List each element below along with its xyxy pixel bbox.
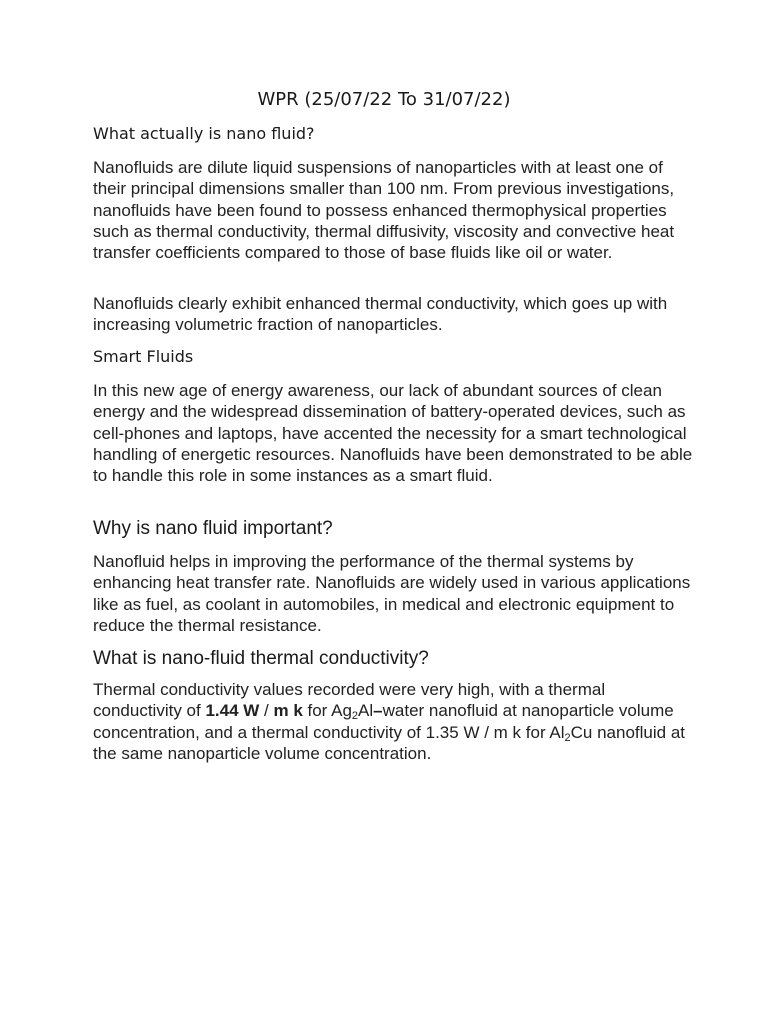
subscript: 2 [351, 710, 359, 723]
section-heading: What is nano-fluid thermal conductivity? [93, 648, 429, 669]
section-heading: Why is nano fluid important? [93, 518, 333, 539]
section-conductivity-note [93, 293, 693, 336]
dash: – [373, 701, 383, 721]
paragraph: Nanofluids clearly exhibit enhanced thermal conductivity, which goes up with increasing volumetric fraction of nanoparticles. [93, 294, 668, 335]
paragraph: In this new age of energy awareness, our lack of abundant sources of clean energy and the widespread dissemination of battery-operated devices, such as cell-phones and laptops, have accented the necessity for a smart technological handling of energetic resources. Nanofluids have been demonstrated to be able to handle this role in some instances as a smart fluid. [93, 381, 693, 486]
section-why-important-body [93, 551, 693, 636]
paragraph [93, 679, 693, 764]
text-run: Thermal conductivity values recorded were very high, with a thermal conductivity of [93, 680, 606, 721]
text-run: for Ag [302, 701, 352, 721]
section-thermal-conductivity [93, 647, 693, 671]
text-run: water nanofluid at nanoparticle volume concentration, and a thermal conductivity of 1.35 W / m k for Al [93, 701, 674, 742]
conductivity-unit: m k [273, 701, 303, 721]
text-run: Al [358, 701, 374, 721]
section-what-is-nanofluid-body [93, 157, 693, 263]
section-smart-fluids-body [93, 380, 693, 486]
subscript: 2 [564, 731, 571, 744]
paragraph: Nanofluids are dilute liquid suspensions of nanoparticles with at least one of their principal dimensions smaller than 100 nm. From previous investigations, nanofluids have been found to possess enhanced thermophysical properties such as thermal conductivity, thermal diffusivity, viscosity and convective heat transfer coefficients compared to those of base fluids like oil or water. [93, 158, 675, 263]
text-run: / [259, 701, 274, 721]
paragraph: Nanofluid helps in improving the performance of the thermal systems by enhancing heat transfer rate. Nanofluids are widely used in various applications like as fuel, as coolant in automobiles, in medical and electronic equipment to reduce the thermal resistance. [93, 552, 691, 635]
text-run: Cu nanofluid at the same nanoparticle volume concentration. [93, 722, 686, 763]
section-why-important [93, 517, 693, 541]
section-heading: What actually is nano fluid? [93, 124, 315, 143]
document-title: WPR (25/07/22 To 31/07/22) [257, 89, 511, 110]
conductivity-value: 1.44 W [205, 701, 260, 721]
section-smart-fluids [93, 346, 693, 368]
section-heading: Smart Fluids [93, 347, 194, 366]
section-thermal-conductivity-body [93, 679, 693, 764]
section-what-is-nanofluid [93, 123, 693, 145]
